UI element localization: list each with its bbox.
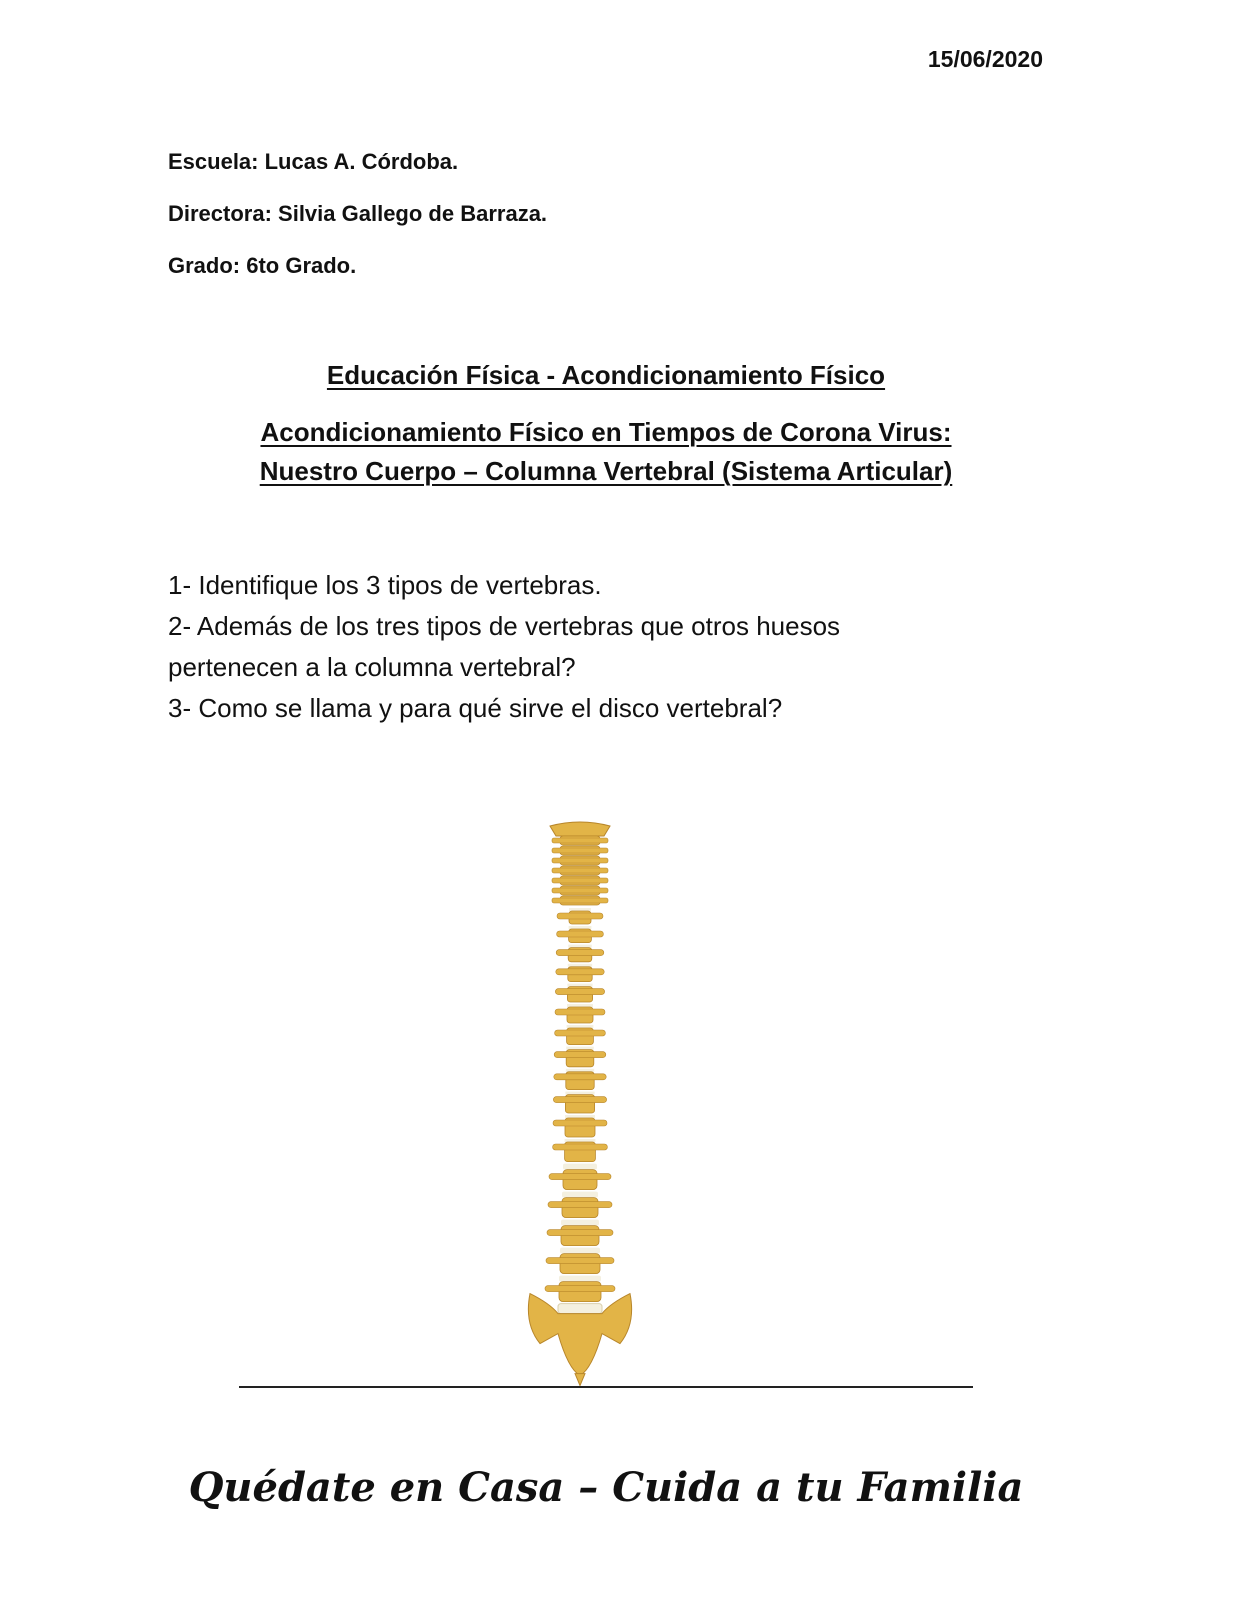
question-1: 1- Identifique los 3 tipos de vertebras. bbox=[168, 570, 602, 600]
school-name: Escuela: Lucas A. Córdoba. bbox=[168, 149, 459, 174]
intervertebral-disc bbox=[562, 1192, 598, 1198]
cervical-process bbox=[552, 848, 608, 853]
transverse-process bbox=[553, 1144, 608, 1150]
intervertebral-disc bbox=[561, 1220, 599, 1226]
topic-title-line2-text: Nuestro Cuerpo – Columna Vertebral (Sistema Articular) bbox=[259, 456, 953, 486]
topic-title-line1 bbox=[0, 417, 1212, 448]
date: 15/06/2020 bbox=[927, 46, 1043, 72]
intervertebral-disc bbox=[568, 964, 592, 967]
transverse-process bbox=[545, 1286, 615, 1292]
intervertebral-disc bbox=[567, 1004, 593, 1007]
spine-illustration-icon bbox=[500, 810, 660, 1390]
transverse-process bbox=[556, 950, 604, 956]
intervertebral-disc bbox=[567, 1025, 594, 1028]
topic-title-line1-text: Acondicionamiento Físico en Tiempos de Corona Virus: bbox=[260, 417, 952, 447]
cervical-process bbox=[552, 878, 608, 883]
cervical-process bbox=[552, 888, 608, 893]
atlas-vertebra bbox=[550, 822, 610, 836]
transverse-process bbox=[557, 931, 604, 937]
cervical-process bbox=[552, 898, 608, 903]
intervertebral-disc bbox=[565, 1092, 594, 1095]
intervertebral-disc bbox=[569, 926, 592, 929]
transverse-process bbox=[546, 1258, 614, 1264]
question-3: 3- Como se llama y para qué sirve el disco vertebral? bbox=[168, 693, 783, 723]
intervertebral-disc bbox=[567, 984, 592, 987]
cervical-process bbox=[552, 838, 608, 843]
cervical-process bbox=[552, 868, 608, 873]
transverse-process bbox=[555, 1009, 605, 1015]
subject-title-text: Educación Física - Acondicionamiento Físico bbox=[326, 360, 886, 390]
transverse-process bbox=[553, 1097, 606, 1103]
footer-slogan: Quédate en Casa – Cuida a tu Familia bbox=[188, 1464, 1024, 1511]
intervertebral-disc bbox=[563, 1164, 597, 1170]
intervertebral-disc bbox=[568, 945, 592, 948]
topic-title-line2 bbox=[0, 456, 1212, 487]
transverse-process bbox=[555, 989, 604, 995]
question-2: 2- Además de los tres tipos de vertebras que otros huesos pertenecen a la columna vertebral? bbox=[168, 611, 841, 682]
intervertebral-disc bbox=[559, 1276, 601, 1282]
transverse-process bbox=[554, 1052, 606, 1058]
transverse-process bbox=[547, 1230, 613, 1236]
coccyx bbox=[575, 1374, 585, 1386]
divider-line bbox=[239, 1386, 973, 1388]
director-name: Directora: Silvia Gallego de Barraza. bbox=[168, 201, 548, 226]
intervertebral-disc bbox=[566, 1047, 594, 1050]
intervertebral-disc bbox=[560, 1248, 600, 1254]
transverse-process bbox=[557, 913, 603, 919]
transverse-process bbox=[549, 1174, 611, 1180]
transverse-process bbox=[548, 1202, 612, 1208]
transverse-process bbox=[554, 1074, 606, 1080]
transverse-process bbox=[553, 1120, 607, 1126]
intervertebral-disc bbox=[565, 1115, 595, 1118]
cervical-process bbox=[552, 858, 608, 863]
intervertebral-disc bbox=[566, 1069, 594, 1072]
transverse-process bbox=[555, 1030, 606, 1036]
intervertebral-disc bbox=[565, 1139, 596, 1142]
transverse-process bbox=[556, 969, 604, 975]
intervertebral-disc bbox=[558, 1304, 602, 1314]
intervertebral-disc bbox=[569, 908, 591, 911]
subject-title bbox=[0, 360, 1212, 391]
grade: Grado: 6to Grado. bbox=[168, 253, 357, 278]
